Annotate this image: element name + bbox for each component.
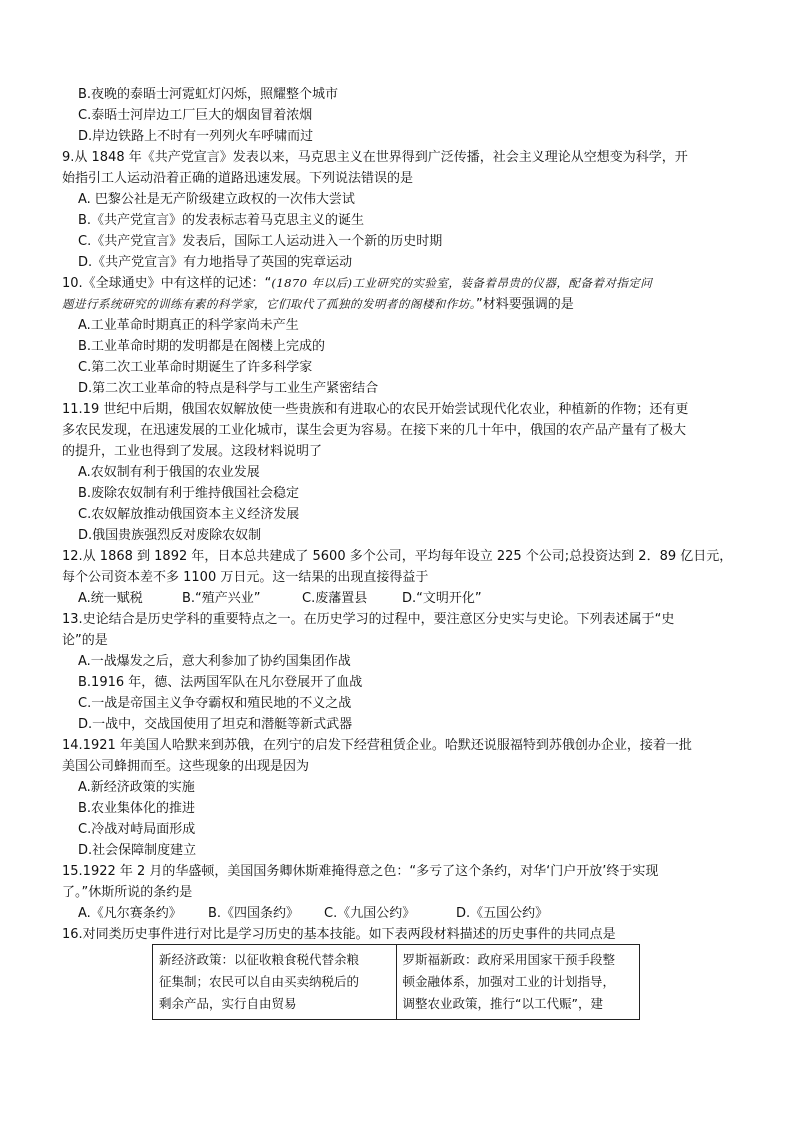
q9-option-a: A. 巴黎公社是无产阶级建立政权的一次伟大尝试 — [78, 192, 355, 207]
q13-stem-line: 论”的是 — [62, 633, 108, 648]
q16-comparison-table — [152, 944, 640, 1020]
q16-left-line: 征集制；农民可以自由买卖纳税后的 — [159, 974, 360, 989]
q15-options-row — [62, 903, 734, 924]
q13-option-b: B.1916 年，德、法两国军队在凡尔登展开了血战 — [78, 675, 363, 690]
q8-option-d: D.岸边铁路上不时有一列列火车呼啸而过 — [78, 129, 314, 144]
q12-stem-line: 每个公司资本差不多 1100 万日元。这一结果的出现直接得益于 — [62, 570, 429, 585]
q11-option-a: A.农奴制有利于俄国的农业发展 — [78, 465, 260, 480]
q9-stem-line: 始指引工人运动沿着正确的道路迅速发展。下列说法错误的是 — [62, 171, 414, 186]
q12-stem-line: 12.从 1868 到 1892 年，日本总共建成了 5600 多个公司，平均每年设立 225 个公司;总投资达到 2．89 亿日元， — [62, 549, 733, 564]
q10-quote-part2: 题进行系统研究的训练有素的科学家，它们取代了孤独的发明者的阁楼和作坊。 — [62, 297, 476, 311]
q10-stem-line — [62, 294, 734, 315]
q13-stem-line: 13.史论结合是历史学科的重要特点之一。在历史学习的过程中，要注意区分史实与史论。下列表述属于“史 — [62, 612, 675, 627]
q16-table-left-cell — [153, 945, 396, 1019]
q10-stem-suffix: ”材料要强调的是 — [475, 297, 574, 312]
q11-option-b: B.废除农奴制有利于维持俄国社会稳定 — [78, 486, 300, 501]
q14-option-d: D.社会保障制度建立 — [78, 843, 197, 858]
q15-option-a: A.《凡尔赛条约》 — [78, 906, 182, 921]
q9-option-d: D.《共产党宣言》有力地指导了英国的宪章运动 — [78, 255, 353, 270]
q11-option-c: C.农奴解放推动俄国资本主义经济发展 — [78, 507, 300, 522]
q14-stem-line: 美国公司蜂拥而至。这些现象的出现是因为 — [62, 759, 310, 774]
q11-stem-line: 的提升，工业也得到了发展。这段材料说明了 — [62, 444, 323, 459]
q16-stem-line: 16.对同类历史事件进行对比是学习历史的基本技能。如下表两段材料描述的历史事件的共同点是 — [62, 927, 616, 942]
q13-option-d: D.一战中，交战国使用了坦克和潜艇等新式武器 — [78, 717, 353, 732]
q16-right-line: 顿金融体系，加强对工业的计划指导， — [402, 974, 616, 989]
q15-option-c: C.《九国公约》 — [324, 906, 416, 921]
q12-option-b: B.“殖产兴业” — [182, 591, 261, 606]
q16-left-line: 新经济政策：以征收粮食税代替余粮 — [159, 952, 360, 967]
q12-option-d: D.“文明开化” — [402, 591, 482, 606]
q12-option-a: A.统一赋税 — [78, 591, 143, 606]
q8-option-c: C.泰晤士河岸边工厂巨大的烟囱冒着浓烟 — [78, 108, 313, 123]
q16-right-line: 罗斯福新政：政府采用国家干预手段整 — [402, 952, 616, 967]
q10-option-d: D.第二次工业革命的特点是科学与工业生产紧密结合 — [78, 381, 379, 396]
q15-option-b: B.《四国条约》 — [208, 906, 300, 921]
q10-option-a: A.工业革命时期真正的科学家尚未产生 — [78, 318, 299, 333]
q15-option-d: D.《五国公约》 — [456, 906, 549, 921]
q11-stem-line: 11.19 世纪中后期，俄国农奴解放使一些贵族和有进取心的农民开始尝试现代化农业，种植新的作物；还有更 — [62, 402, 689, 417]
q9-stem-line: 9.从 1848 年《共产党宣言》发表以来，马克思主义在世界得到广泛传播，社会主义理论从空想变为科学，开 — [62, 150, 688, 165]
q13-option-a: A.一战爆发之后，意大利参加了协约国集团作战 — [78, 654, 351, 669]
q12-option-c: C.废藩置县 — [302, 591, 368, 606]
q14-stem-line: 14.1921 年美国人哈默来到苏俄，在列宁的启发下经营租赁企业。哈默还说服福特到苏俄创办企业，接着一批 — [62, 738, 692, 753]
q12-options-row — [62, 588, 734, 609]
q13-option-c: C.一战是帝国主义争夺霸权和殖民地的不义之战 — [78, 696, 352, 711]
q9-option-b: B.《共产党宣言》的发表标志着马克思主义的诞生 — [78, 213, 365, 228]
q16-right-line: 调整农业政策，推行“以工代赈”，建 — [402, 996, 603, 1011]
q15-stem-line: 15.1922 年 2 月的华盛顿，美国国务卿休斯难掩得意之色：“多亏了这个条约，对华‘门户开放’终于实现 — [62, 864, 659, 879]
q16-table-right-cell — [396, 945, 640, 1019]
q15-stem-line: 了。”休斯所说的条约是 — [62, 885, 193, 900]
q10-stem-prefix: 10.《全球通史》中有这样的记述：“ — [62, 276, 272, 291]
q10-option-c: C.第二次工业革命时期诞生了许多科学家 — [78, 360, 313, 375]
q11-stem-line: 多农民发现，在迅速发展的工业化城市，谋生会更为容易。在接下来的几十年中，俄国的农产品产量有了极大 — [62, 423, 687, 438]
exam-page — [62, 84, 734, 945]
q14-option-c: C.冷战对峙局面形成 — [78, 822, 196, 837]
q10-stem-line — [62, 273, 734, 294]
q9-option-c: C.《共产党宣言》发表后，国际工人运动进入一个新的历史时期 — [78, 234, 443, 249]
q10-quote-part1: (1870 年以后)工业研究的实验室，装备着昂贵的仪器，配备着对指定问 — [271, 276, 653, 290]
q16-left-line: 剩余产品，实行自由贸易 — [159, 996, 297, 1011]
q11-option-d: D.俄国贵族强烈反对废除农奴制 — [78, 528, 262, 543]
q10-option-b: B.工业革命时期的发明都是在阁楼上完成的 — [78, 339, 326, 354]
q14-option-b: B.农业集体化的推进 — [78, 801, 196, 816]
q8-option-b: B.夜晚的泰晤士河霓虹灯闪烁，照耀整个城市 — [78, 87, 339, 102]
q14-option-a: A.新经济政策的实施 — [78, 780, 195, 795]
